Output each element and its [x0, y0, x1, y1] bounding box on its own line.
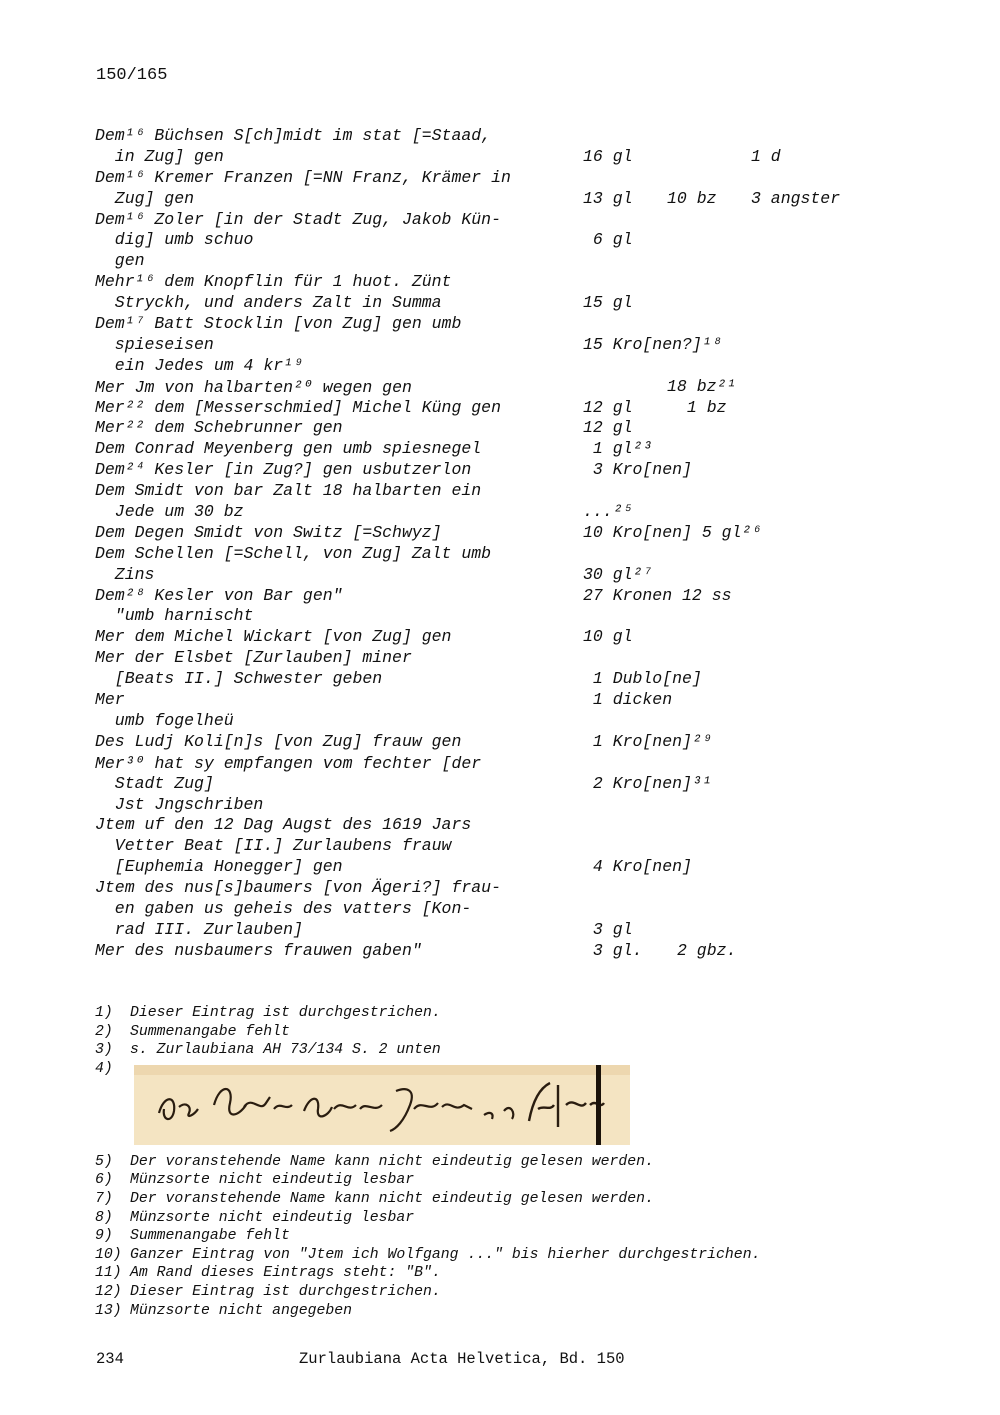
entry-amount: 27 Kronen 12 ss — [583, 585, 732, 605]
footnote — [95, 1303, 955, 1322]
entry-text: Jst Jngschriben — [95, 794, 264, 814]
entry-line — [95, 293, 955, 314]
entry-text: in Zug] gen — [95, 146, 224, 166]
entry-line — [95, 460, 955, 481]
entry-amount: 2 Kro[nen]³¹ — [583, 773, 712, 793]
entry-line — [95, 836, 955, 857]
entry-amount: 10 gl — [583, 627, 633, 647]
entry-text: Dem Smidt von bar Zalt 18 halbarten ein — [95, 481, 482, 501]
entry-text: Dem¹⁷ Batt Stocklin [von Zug] gen umb — [95, 314, 462, 334]
footnote-text: Der voranstehende Name kann nicht eindeutig gelesen werden. — [130, 1153, 654, 1170]
entry-text: Dem¹⁶ Zoler [in der Stadt Zug, Jakob Kün- — [95, 209, 501, 229]
footnote — [95, 1265, 955, 1284]
footnote-text: s. Zurlaubiana AH 73/134 S. 2 unten — [130, 1042, 441, 1059]
entry-line — [95, 815, 955, 836]
footnote — [95, 1024, 955, 1043]
entry-text: Dem Degen Smidt von Switz [=Schwyz] — [95, 522, 442, 542]
entry-line — [95, 481, 955, 502]
entry-text: Mer — [95, 690, 125, 710]
entry-text: spieseisen — [95, 334, 214, 354]
entry-line — [95, 774, 955, 795]
footnote-text: Münzsorte nicht eindeutig lesbar — [130, 1172, 415, 1189]
entry-line — [95, 690, 955, 711]
entry-line — [95, 627, 955, 648]
footnote — [95, 1154, 955, 1173]
entry-amount: 2 gbz. — [677, 940, 737, 960]
entry-text: Mer des nusbaumers frauwen gaben" — [95, 940, 422, 960]
entry-amount: 1 gl²³ — [583, 439, 653, 459]
footnote-text: Summenangabe fehlt — [130, 1228, 290, 1245]
footnote-number: 1) — [95, 1005, 113, 1021]
footnote-number: 8) — [95, 1209, 113, 1226]
entry-amount: 4 Kro[nen] — [583, 857, 692, 877]
entries-list — [95, 126, 955, 962]
entry-text: gen — [95, 251, 145, 271]
entry-line — [95, 669, 955, 690]
entry-text: Mer²² dem [Messerschmied] Michel Küng gen — [95, 397, 501, 417]
footnote — [95, 1228, 955, 1247]
entry-line — [95, 356, 955, 377]
entry-amount: 15 Kro[nen?]¹⁸ — [583, 334, 722, 354]
footnote — [95, 1284, 955, 1303]
footnote-number: 9) — [95, 1228, 113, 1245]
footnote-text: Summenangabe fehlt — [130, 1023, 290, 1040]
entry-text: Mer Jm von halbarten²⁰ wegen gen — [95, 377, 412, 397]
entry-line — [95, 210, 955, 231]
manuscript-excerpt-icon — [134, 1065, 630, 1145]
entry-text: Vetter Beat [II.] Zurlaubens frauw — [95, 836, 452, 856]
footnote — [95, 1191, 955, 1210]
entry-amount: 10 Kro[nen] 5 gl²⁶ — [583, 522, 762, 542]
entry-amount: 30 gl²⁷ — [583, 564, 653, 584]
entry-line — [95, 502, 955, 523]
entry-line — [95, 920, 955, 941]
entry-amount: 1 bz — [677, 397, 727, 417]
entry-amount: 10 bz — [667, 188, 717, 208]
entry-line — [95, 251, 955, 272]
entry-text: Zins — [95, 564, 155, 584]
footnote — [95, 1210, 955, 1229]
entry-text: Stryckh, und anders Zalt in Summa — [95, 293, 442, 313]
entry-line — [95, 147, 955, 168]
entry-text: Dem¹⁶ Büchsen S[ch]midt im stat [=Staad, — [95, 126, 492, 145]
footnote-number: 3) — [95, 1042, 113, 1059]
footnote — [95, 1247, 955, 1266]
entry-line — [95, 418, 955, 439]
entry-line — [95, 711, 955, 732]
entry-text: Jede um 30 bz — [95, 502, 244, 522]
entry-text: [Euphemia Honegger] gen — [95, 857, 343, 877]
entry-amount: 1 d — [751, 146, 781, 166]
footnote-number: 5) — [95, 1153, 113, 1170]
entry-text: Dem²⁸ Kesler von Bar gen" — [95, 585, 343, 605]
entry-line — [95, 732, 955, 753]
entry-line — [95, 168, 955, 189]
entry-text: Mehr¹⁶ dem Knopflin für 1 huot. Zünt — [95, 272, 452, 292]
entry-text: Mer³⁰ hat sy empfangen vom fechter [der — [95, 753, 482, 773]
footnote-number: 12) — [95, 1283, 122, 1300]
entry-text: Jtem uf den 12 Dag Augst des 1619 Jars — [95, 815, 472, 835]
entry-text: Stadt Zug] — [95, 773, 214, 793]
entry-amount: 12 gl — [583, 397, 633, 417]
entry-line — [95, 795, 955, 816]
footnote-text: Ganzer Eintrag von "Jtem ich Wolfgang ..." bis hierher durchgestrichen. — [130, 1246, 761, 1263]
entry-amount: 6 gl — [583, 230, 633, 250]
footnote-number: 13) — [95, 1302, 122, 1319]
entry-text: Mer der Elsbet [Zurlauben] miner — [95, 648, 412, 668]
entry-line — [95, 606, 955, 627]
entry-line — [95, 586, 955, 607]
entry-text: Mer dem Michel Wickart [von Zug] gen — [95, 627, 452, 647]
entry-text: Mer²² dem Schebrunner gen — [95, 418, 343, 438]
footnote-text: Dieser Eintrag ist durchgestrichen. — [130, 1283, 441, 1300]
page-number: 234 — [96, 1350, 124, 1368]
entry-amount: 12 gl — [583, 418, 633, 438]
entry-line — [95, 398, 955, 419]
entry-line — [95, 544, 955, 565]
entry-text: Jtem des nus[s]baumers [von Ägeri?] frau- — [95, 878, 501, 898]
entry-amount: 16 gl — [583, 146, 633, 166]
entry-line — [95, 272, 955, 293]
entry-amount: 1 dicken — [583, 690, 673, 710]
page-id: 150/165 — [96, 66, 168, 85]
entry-line — [95, 439, 955, 460]
entry-line — [95, 230, 955, 251]
entry-text: Zug] gen — [95, 188, 195, 208]
entry-text: umb fogelheü — [95, 710, 234, 730]
entry-text: rad III. Zurlauben] — [95, 919, 303, 939]
entry-amount: 3 angster — [751, 188, 841, 208]
footnote-text: Der voranstehende Name kann nicht eindeutig gelesen werden. — [130, 1190, 654, 1207]
entry-amount: 13 gl — [583, 188, 633, 208]
footnote — [95, 1172, 955, 1191]
entry-line — [95, 753, 955, 774]
entry-amount: 3 gl — [583, 919, 633, 939]
entry-line — [95, 857, 955, 878]
entry-text: Dem Schellen [=Schell, von Zug] Zalt umb — [95, 543, 492, 563]
footnote-number: 11) — [95, 1265, 122, 1282]
footnote-number: 4) — [95, 1060, 113, 1077]
entry-line — [95, 899, 955, 920]
footnote-number: 10) — [95, 1246, 122, 1263]
entry-amount: 1 Dublo[ne] — [583, 669, 702, 689]
entry-amount: 18 bz²¹ — [667, 376, 737, 396]
entry-text: Dem²⁴ Kesler [in Zug?] gen usbutzerlon — [95, 460, 472, 480]
footnote-number: 7) — [95, 1190, 113, 1207]
footnote — [95, 1042, 955, 1061]
journal-title: Zurlaubiana Acta Helvetica, Bd. 150 — [299, 1350, 625, 1368]
entry-text: "umb harnischt — [95, 606, 254, 626]
entry-amount: 15 gl — [583, 293, 633, 313]
entry-text: [Beats II.] Schwester geben — [95, 669, 383, 689]
entry-line — [95, 648, 955, 669]
footnote-text: Münzsorte nicht angegeben — [130, 1302, 352, 1319]
entry-line — [95, 941, 955, 962]
entry-text: dig] umb schuo — [95, 230, 254, 250]
entry-text: Des Ludj Koli[n]s [von Zug] frauw gen — [95, 731, 462, 751]
footnote-number: 2) — [95, 1023, 113, 1040]
footnotes-list — [95, 1005, 955, 1321]
entry-line — [95, 523, 955, 544]
entry-text: en gaben us geheis des vatters [Kon- — [95, 898, 472, 918]
footnote-number: 6) — [95, 1172, 113, 1189]
footnote-text: Am Rand dieses Eintrags steht: "B". — [130, 1265, 441, 1282]
entry-line — [95, 377, 955, 398]
entry-line — [95, 314, 955, 335]
entry-amount: 3 gl. — [583, 940, 643, 960]
entry-text: ein Jedes um 4 kr¹⁹ — [95, 355, 303, 375]
footnote-text: Münzsorte nicht eindeutig lesbar — [130, 1209, 415, 1226]
entry-line — [95, 126, 955, 147]
footnote-text: Dieser Eintrag ist durchgestrichen. — [130, 1005, 441, 1021]
entry-amount: 3 Kro[nen] — [583, 460, 692, 480]
entry-text: Dem Conrad Meyenberg gen umb spiesnegel — [95, 439, 482, 459]
handwriting-image — [134, 1065, 630, 1145]
footnote — [95, 1005, 955, 1024]
entry-line — [95, 189, 955, 210]
entry-line — [95, 878, 955, 899]
entry-text: Dem¹⁶ Kremer Franzen [=NN Franz, Krämer in — [95, 167, 511, 187]
entry-amount: ...²⁵ — [583, 502, 633, 522]
entry-line — [95, 565, 955, 586]
entry-line — [95, 335, 955, 356]
entry-amount: 1 Kro[nen]²⁹ — [583, 731, 712, 751]
